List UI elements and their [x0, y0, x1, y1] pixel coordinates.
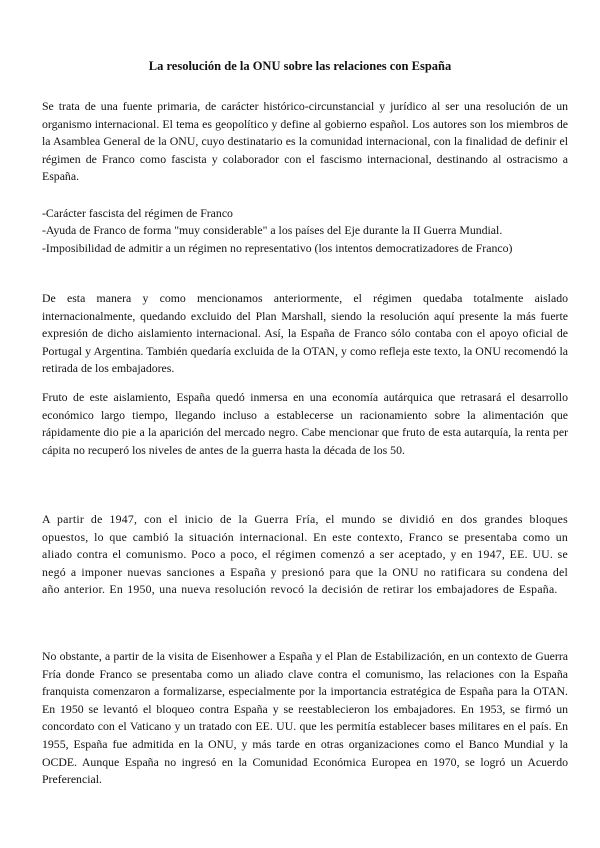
key-points-list [42, 205, 582, 257]
cold-war-paragraph: A partir de 1947, con el inicio de la Guerra Fría, el mundo se dividió en dos grandes bloques opuestos, lo que cambió la situación internacional. En este contexto, Franco se presentaba como un aliado contra el comunismo. Poco a poco, el régimen comenzó a ser aceptado, y en 1947, EE. UU. se negó a imponer nuevas sanciones a España y presionó para que la ONU no ratificara su condena del año anterior. En 1950, una nueva resolución revocó la decisión de retirar los embajadores de España. [42, 512, 568, 597]
autarky-paragraph: Fruto de este aislamiento, España quedó inmersa en una economía autárquica que retrasará el desarrollo económico largo tiempo, llegando incluso a establecerse un racionamiento sobre la alimentación que rápidamente dio pie a la aparición del mercado negro. Cabe mencionar que fruto de esta autarquía, la renta per cápita no recuperó los niveles de antes de la guerra hasta la década de los 50. [42, 390, 568, 457]
key-point: -Carácter fascista del régimen de Franco [42, 206, 233, 220]
intro-paragraph: Se trata de una fuente primaria, de carácter histórico-circunstancial y jurídico al ser una resolución de un organismo internacional. El tema es geopolítico y define al gobierno español. Los autores son los miembros de la Asamblea General de la ONU, cuyo destinatario es la comunidad internacional, con la finalidad de definir el régimen de Franco como fascista y colaborador con el fascismo internacional, destinando al ostracismo a España. [42, 99, 568, 184]
document-title: La resolución de la ONU sobre las relaciones con España [148, 59, 452, 73]
key-point: -Imposibilidad de admitir a un régimen no representativo (los intentos democratizadores de Franco) [42, 240, 513, 255]
key-point: -Ayuda de Franco de forma "muy considerable" a los países del Eje durante la II Guerra Mundial. [42, 223, 503, 238]
stabilization-paragraph: No obstante, a partir de la visita de Eisenhower a España y el Plan de Estabilización, en un contexto de Guerra Fría donde Franco se presentaba como un aliado clave contra el comunismo, las relaciones con la España franquista comenzaron a formalizarse, especialmente por la importancia estratégica de España para la OTAN. En 1950 se levantó el bloqueo contra España y se reestablecieron los embajadores. En 1953, se firmó un concordato con el Vaticano y un tratado con EE. UU. que les permitía establecer bases militares en el país. En 1955, España fue admitida en la ONU, y más tarde en otras organizaciones como el Banco Mundial y la OCDE. Aunque España no ingresó en la Comunidad Económica Europea en 1970, se logró un Acuerdo Preferencial. [42, 649, 568, 787]
isolation-paragraph: De esta manera y como mencionamos anteriormente, el régimen quedaba totalmente aislado internacionalmente, quedando excluido del Plan Marshall, siendo la resolución aquí presente la más fuerte expresión de dicho aislamiento internacional. Así, la España de Franco sólo contaba con el apoyo oficial de Portugal y Argentina. También quedaría excluida de la OTAN, y como refleja este texto, la ONU recomendó la retirada de los embajadores. [42, 291, 568, 376]
